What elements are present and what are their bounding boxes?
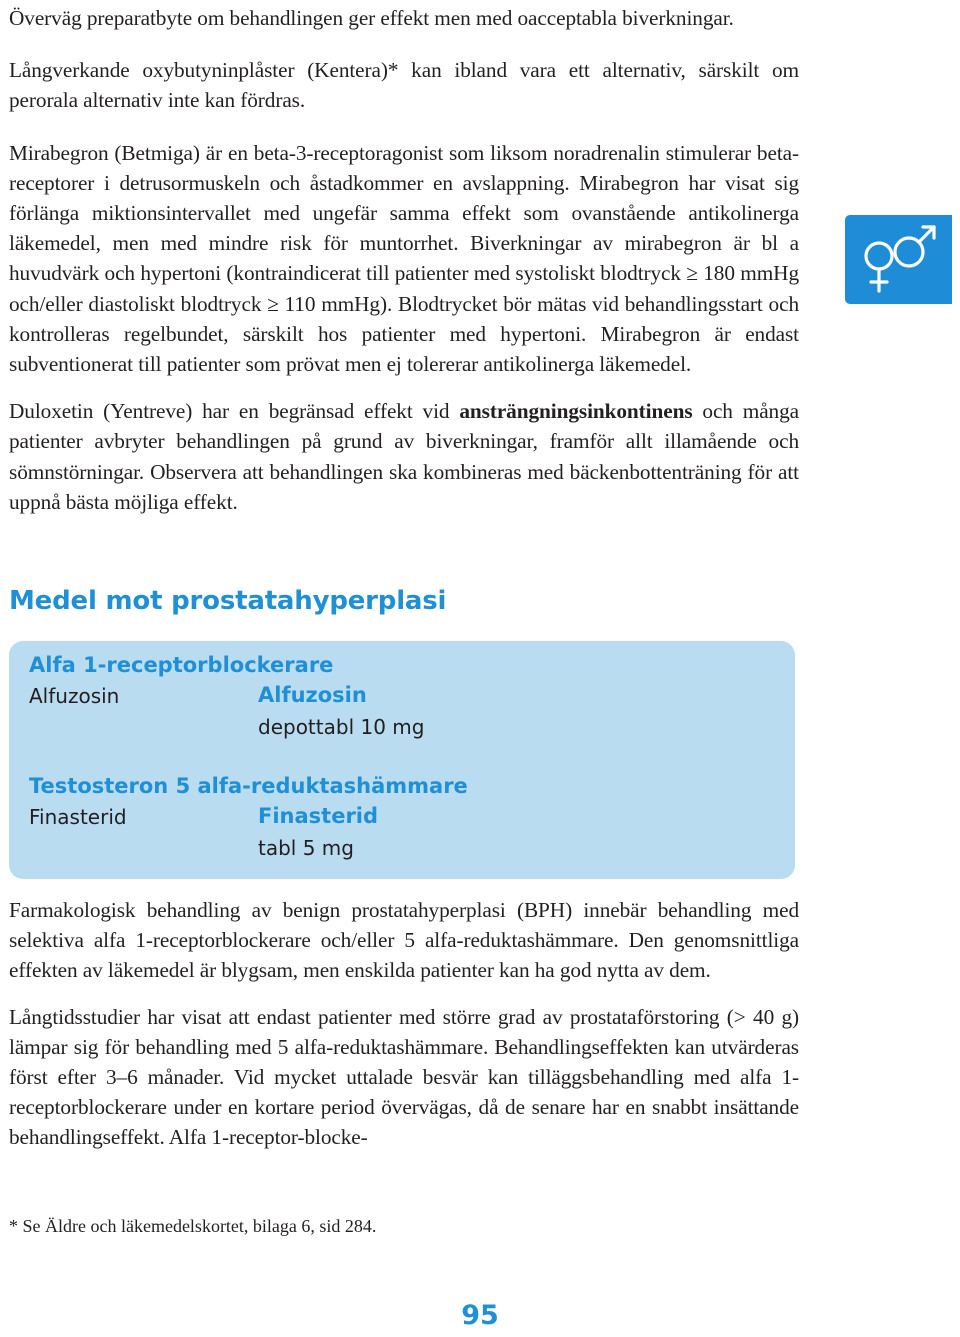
drug-group-alfa	[29, 653, 425, 739]
duloxetin-text-before: Duloxetin (Yentreve) har en begränsad effekt vid	[9, 399, 460, 424]
paragraph-longterm: Långtidsstudier har visat att endast patienter med större grad av prostataförstoring (> 40 g) lämpar sig för behandling med 5 alfa-reduktashämmare. Behandlingseffekten kan utvärderas först efter 3–6 månader. Vid mycket uttalade besvär kan tilläggsbehandling med alfa 1-receptorblockerare under en kortare period övervägas, då de senare har en snabbt insättande behandlingseffekt. Alfa 1-receptor-blocke-	[9, 1004, 799, 1150]
paragraph-kentera: Långverkande oxybutyninplåster (Kentera)* kan ibland vara ett alternativ, särskilt om perorala alternativ inte kan fördras.	[9, 58, 799, 113]
text-column-bottom	[9, 895, 799, 1153]
paragraph-byte: Överväg preparatbyte om behandlingen ger effekt men med oacceptabla biverkningar.	[9, 6, 734, 30]
text-column-top	[9, 3, 799, 517]
section-heading: Medel mot prostatahyperplasi	[9, 586, 447, 616]
drug-dosage-form: depottabl 10 mg	[258, 715, 425, 739]
drug-generic-name: Alfuzosin	[29, 684, 120, 708]
drug-group-title: Alfa 1-receptorblockerare	[29, 653, 334, 677]
page-number: 95	[461, 1300, 499, 1331]
drug-brand-name: Finasterid	[258, 804, 379, 828]
footnote: * Se Äldre och läkemedelskortet, bilaga 6, sid 284.	[9, 1216, 377, 1236]
drug-group-title: Testosteron 5 alfa-reduktashämmare	[29, 774, 468, 798]
paragraph-bph: Farmakologisk behandling av benign prostatahyperplasi (BPH) innebär behandling med selektiva alfa 1-receptorblockerare och/eller 5 alfa-reduktashämmare. Den genomsnittliga effekten av läkemedel är blygsam, men enskilda patienter kan ha god nytta av dem.	[9, 898, 799, 983]
drug-generic-name: Finasterid	[29, 805, 127, 829]
paragraph-duloxetin	[9, 396, 799, 517]
duloxetin-bold-term: ansträngningsinkontinens	[459, 399, 693, 424]
duloxetin-text-after: och många patienter avbryter behandlingen på grund av biverkningar, framför allt illamående och sömnstörningar. Observera att behandlingen ska kombineras med bäckenbottenträning för att uppnå bästa möjliga effekt.	[9, 399, 799, 514]
drug-info-box	[9, 641, 795, 879]
section-side-tab	[845, 215, 952, 304]
paragraph-mirabegron: Mirabegron (Betmiga) är en beta-3-receptoragonist som liksom noradrenalin stimulerar beta-receptorer i detrusormuskeln och åstadkommer en avslappning. Mirabegron har visat sig förlänga miktionsintervallet med ungefär samma effekt som ovanstående antikolinerga läkemedel, men med mindre risk för muntorrhet. Biverkningar av mirabegron är bl a huvudvärk och hypertoni (kontraindicerat till patienter med systoliskt blodtryck ≥ 180 mmHg och/eller diastoliskt blodtryck ≥ 110 mmHg). Blodtrycket bör mätas vid behandlingsstart och kontrolleras regelbundet, särskilt hos patienter med hypertoni. Mirabegron är endast subventionerat till patienter som prövat men ej tolererar antikolinerga läkemedel.	[9, 140, 799, 377]
drug-group-testosteron	[29, 774, 468, 860]
female-male-symbols-icon	[845, 215, 952, 304]
drug-brand-name: Alfuzosin	[258, 683, 367, 707]
drug-dosage-form: tabl 5 mg	[258, 836, 354, 860]
